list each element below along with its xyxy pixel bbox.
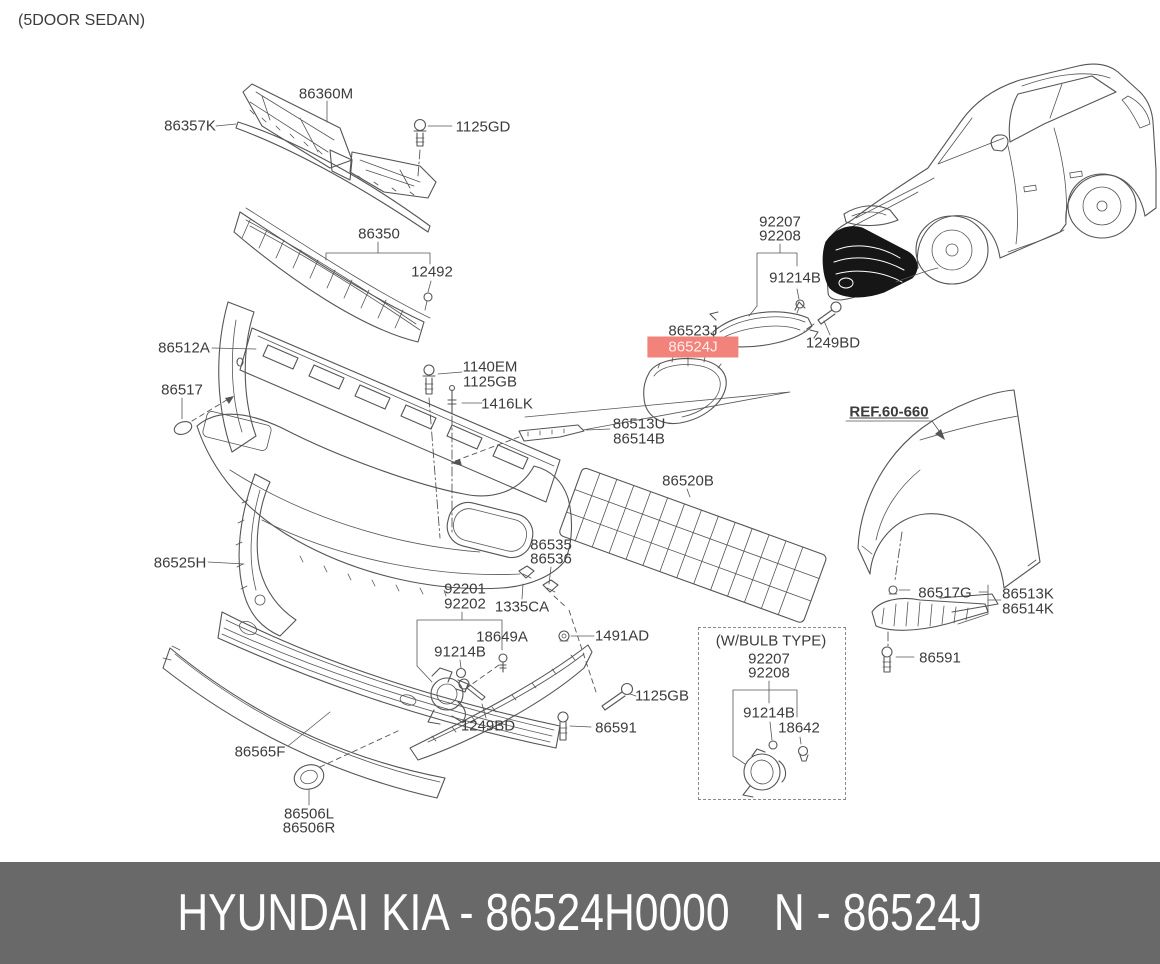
- callout-86536[interactable]: 86536: [530, 550, 572, 568]
- callout-1491AD[interactable]: 1491AD: [594, 627, 650, 645]
- callout-86506R[interactable]: 86506R: [282, 819, 336, 837]
- pillar-cover-drawing: [208, 474, 296, 636]
- footer-part-banner: [0, 862, 1160, 964]
- lower-skirt-drawing: [163, 646, 445, 805]
- callout-86514B[interactable]: 86514B: [613, 430, 665, 448]
- callout-86512A[interactable]: 86512A: [158, 339, 210, 357]
- callout-1125GB-top[interactable]: 1125GB: [463, 373, 517, 391]
- callout-92202[interactable]: 92202: [444, 595, 486, 613]
- callout-86525H[interactable]: 86525H: [153, 554, 207, 572]
- grille-moulding-strip-drawing: [216, 122, 430, 232]
- callout-86513K[interactable]: 86513K: [1002, 585, 1054, 603]
- vehicle-overview-drawing: [823, 64, 1156, 300]
- energy-absorber-drawing: [558, 467, 827, 624]
- callout-1249BD-fog[interactable]: 1249BD: [460, 717, 516, 735]
- callout-92207-drl[interactable]: 92207: [759, 213, 801, 231]
- footer-part-code: N - 86524J: [773, 884, 983, 942]
- callout-86520B[interactable]: 86520B: [662, 472, 714, 490]
- callout-86517[interactable]: 86517: [161, 381, 203, 399]
- callout-91214B-drl[interactable]: 91214B: [769, 269, 821, 287]
- radiator-grille-drawing: [234, 208, 432, 342]
- callout-86535[interactable]: 86535: [530, 536, 572, 554]
- callout-92201[interactable]: 92201: [444, 580, 486, 598]
- callout-86523J[interactable]: 86523J: [668, 322, 718, 340]
- bumper-beam-drawing: [240, 328, 560, 502]
- callout-86360M[interactable]: 86360M: [298, 85, 354, 103]
- variant-note: (5DOOR SEDAN): [18, 12, 146, 29]
- callout-1140EM[interactable]: 1140EM: [462, 358, 518, 376]
- callout-86357K[interactable]: 86357K: [164, 117, 216, 135]
- bumper-upper-bracket-drawing: [212, 302, 256, 452]
- callout-1416LK[interactable]: 1416LK: [481, 395, 533, 413]
- bulb-type-title: (W/BULB TYPE): [715, 632, 827, 650]
- footer-text: [177, 884, 983, 942]
- callout-92208-bulb[interactable]: 92208: [748, 664, 790, 682]
- footer-maker-partnumber: HYUNDAI KIA - 86524H0000: [177, 884, 730, 942]
- callout-18649A[interactable]: 18649A: [476, 628, 528, 646]
- callout-91214B-bulb[interactable]: 91214B: [743, 704, 795, 722]
- callout-86514K[interactable]: 86514K: [1002, 600, 1054, 618]
- callout-86513U[interactable]: 86513U: [612, 415, 666, 433]
- callout-1249BD-drl[interactable]: 1249BD: [805, 334, 861, 352]
- callout-86591-low[interactable]: 86591: [595, 719, 637, 737]
- callout-86517G[interactable]: 86517G: [918, 584, 972, 602]
- callout-1125GD[interactable]: 1125GD: [455, 118, 511, 136]
- leader-86520B: [687, 489, 690, 497]
- ref-60-660-link[interactable]: REF.60-660: [849, 403, 929, 421]
- callout-86506L[interactable]: 86506L: [283, 805, 335, 823]
- callout-92207-bulb[interactable]: 92207: [748, 650, 790, 668]
- drl-lamp-drawing: [710, 244, 841, 347]
- callout-18642[interactable]: 18642: [778, 719, 820, 737]
- end-moulding-drawing: [410, 645, 592, 760]
- bolt-1125GD-drawing: [414, 120, 452, 177]
- callout-86524J-highlighted[interactable]: 86524J: [647, 337, 738, 358]
- callout-1335CA[interactable]: 1335CA: [494, 598, 550, 616]
- callout-1125GB-low[interactable]: 1125GB: [635, 687, 689, 705]
- fog-bezel-drawing: [644, 355, 726, 423]
- callout-12492[interactable]: 12492: [411, 263, 453, 281]
- callout-86350[interactable]: 86350: [358, 225, 400, 243]
- callout-86591-right[interactable]: 86591: [919, 649, 961, 667]
- callout-91214B-fog[interactable]: 91214B: [434, 643, 486, 661]
- callout-92208-drl[interactable]: 92208: [759, 227, 801, 245]
- callout-86565F[interactable]: 86565F: [234, 743, 286, 761]
